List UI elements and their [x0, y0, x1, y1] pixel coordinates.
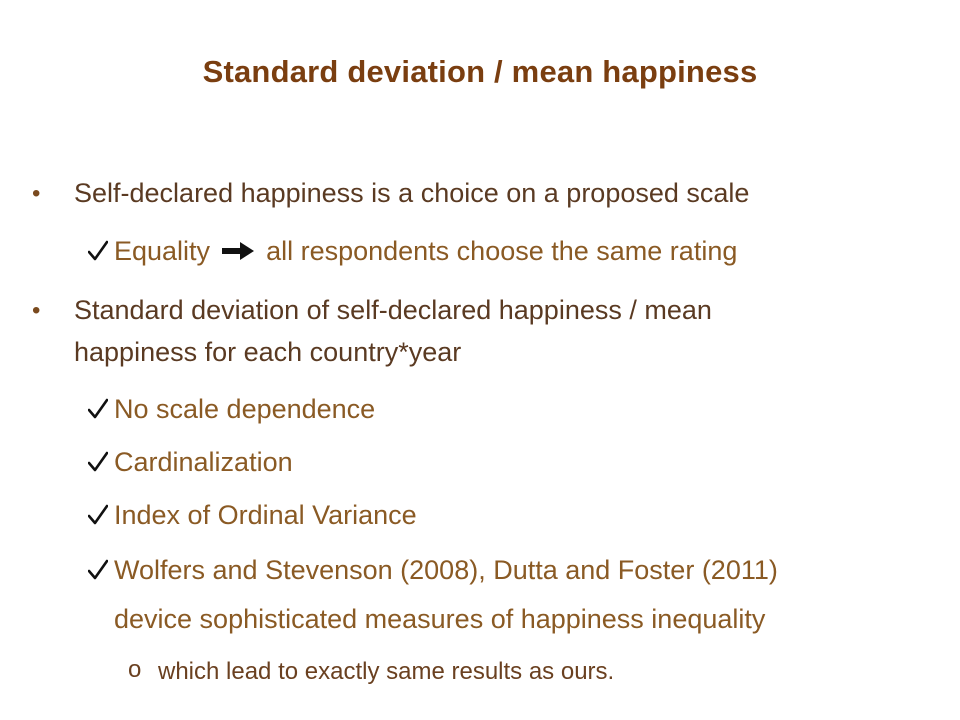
- sub-item-wolfers: [88, 552, 778, 588]
- sub-item-wolfers-line2: device sophisticated measures of happiness inequality: [114, 604, 766, 634]
- sub-item-wolfers-line1: Wolfers and Stevenson (2008), Dutta and Foster (2011): [114, 555, 778, 585]
- bullet-item-2-line1: Standard deviation of self-declared happiness / mean: [74, 295, 712, 325]
- right-arrow-icon: [220, 235, 256, 257]
- sub-item-iov: [88, 497, 417, 533]
- slide-title: Standard deviation / mean happiness: [202, 54, 758, 89]
- sub-item-no-scale: [88, 391, 375, 427]
- bullet-item-2-line2: happiness for each country*year: [74, 337, 462, 367]
- sub-item-cardinalization: [88, 444, 293, 480]
- sub-item-equality-label: Equality: [114, 236, 211, 266]
- bullet-marker: •: [32, 297, 41, 324]
- sub-item-cardinalization-label: Cardinalization: [114, 447, 293, 477]
- sub-item-no-scale-label: No scale dependence: [114, 394, 376, 424]
- sub-item-equality-rest: all respondents choose the same rating: [266, 236, 738, 266]
- bullet-item-1: Self-declared happiness is a choice on a proposed scale: [74, 178, 750, 208]
- sub-item-equality: [88, 233, 737, 269]
- check-icon: [88, 450, 108, 474]
- check-icon: [88, 558, 108, 582]
- sub3-item-results: which lead to exactly same results as ours.: [158, 658, 615, 685]
- bullet-marker: •: [32, 180, 41, 207]
- sub3-marker: o: [128, 656, 142, 683]
- check-icon: [88, 239, 108, 263]
- check-icon: [88, 397, 108, 421]
- check-icon: [88, 503, 108, 527]
- sub-item-iov-label: Index of Ordinal Variance: [114, 500, 417, 530]
